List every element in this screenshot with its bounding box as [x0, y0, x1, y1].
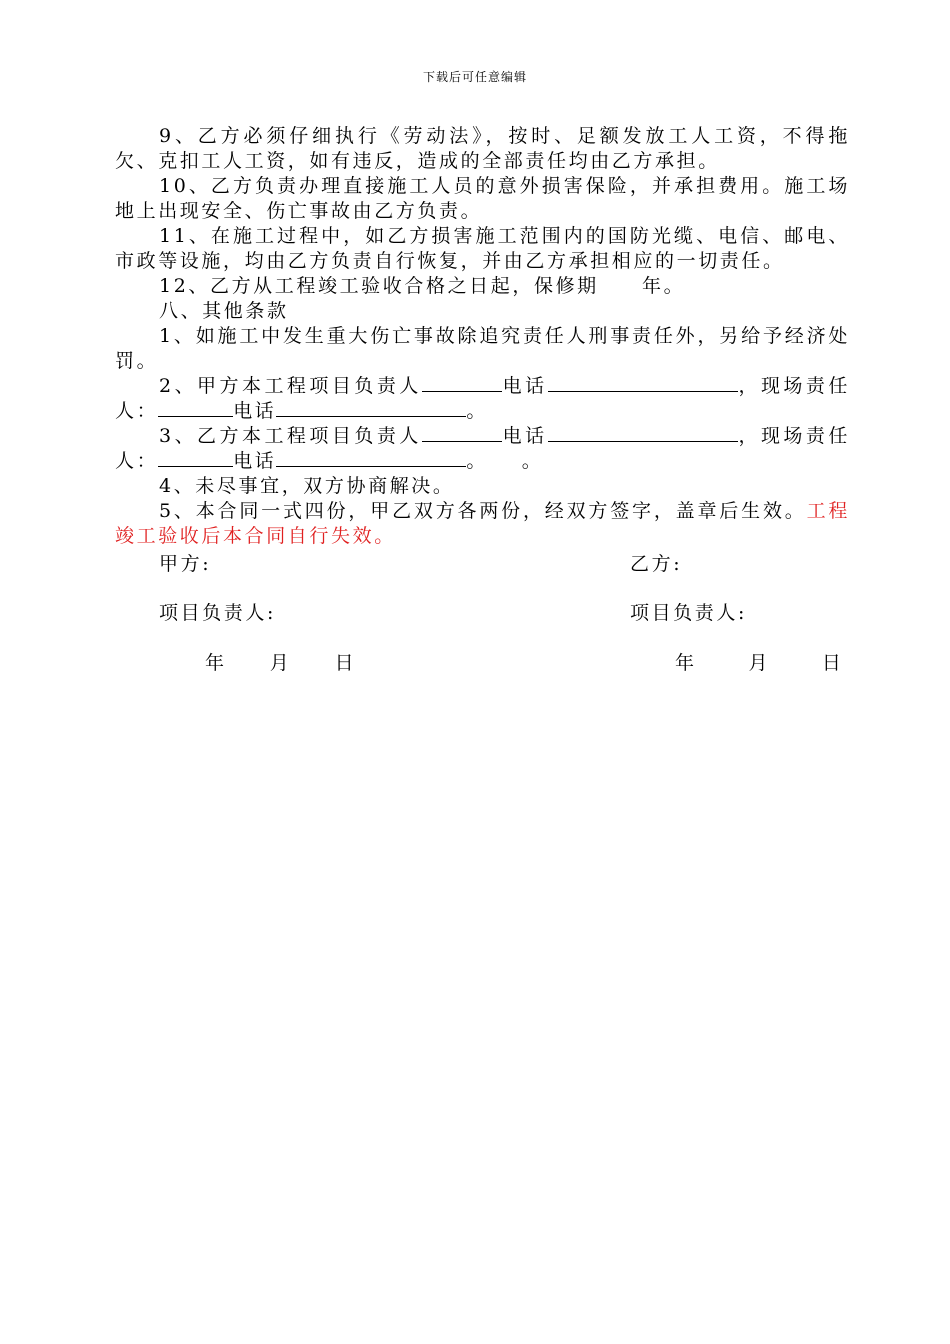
clause-3-text-c: ，现场责任人： [115, 425, 850, 472]
party-b-manager-label: 项目负责人: [630, 602, 748, 624]
party-b-site-phone-blank [276, 449, 466, 467]
clause-5-text: 5、本合同一式四份，甲乙双方各两份，经双方签字，盖章后生效。 [159, 500, 807, 522]
party-a-manager-blank [422, 374, 502, 392]
party-b-phone-blank [548, 424, 738, 442]
clause-3-text-b: 电话 [501, 425, 548, 447]
party-b-label: 乙方: [630, 553, 683, 575]
other-clause-2 [115, 374, 850, 424]
clause-2-text-e: 。 [466, 400, 489, 422]
clause-3-text-a: 3、乙方本工程项目负责人 [159, 425, 422, 447]
clause-2-text-a: 2、甲方本工程项目负责人 [159, 375, 422, 397]
clause-2-text-d: 电话 [233, 400, 277, 422]
party-a-date: 年 月 日 [205, 652, 357, 674]
other-clause-5 [115, 499, 850, 549]
clause-2-text-b: 电话 [501, 375, 548, 397]
other-clause-1: 1、如施工中发生重大伤亡事故除追究责任人刑事责任外，另给予经济处罚。 [115, 325, 850, 372]
clause-3-text-e: 。 。 [466, 450, 544, 472]
clause-2-text-c: ，现场责任人： [115, 375, 850, 422]
party-a-manager-label: 项目负责人: [159, 602, 277, 624]
contract-body [115, 124, 850, 549]
party-a-phone-blank [548, 374, 738, 392]
clause-3-text-d: 电话 [233, 450, 277, 472]
clause-5-highlight: 工程竣工验收后本合同自行失效。 [115, 500, 850, 547]
other-clause-4: 4、未尽事宜，双方协商解决。 [159, 475, 455, 497]
section-heading-other-terms: 八、其他条款 [159, 300, 289, 322]
party-b-manager-blank [422, 424, 502, 442]
clause-11: 11、在施工过程中，如乙方损害施工范围内的国防光缆、电信、邮电、市政等设施，均由乙方负责自行恢复，并由乙方承担相应的一切责任。 [115, 225, 850, 272]
party-b-date: 年 月 日 [675, 652, 844, 674]
party-a-site-manager-blank [158, 399, 233, 417]
party-a-label: 甲方: [159, 553, 212, 575]
other-clause-3 [115, 424, 850, 474]
clause-12: 12、乙方从工程竣工验收合格之日起，保修期 年。 [159, 275, 686, 297]
clause-10: 10、乙方负责办理直接施工人员的意外损害保险，并承担费用。施工场地上出现安全、伤亡事故由乙方负责。 [115, 175, 850, 222]
page-header: 下载后可任意编辑 [422, 70, 527, 84]
party-a-site-phone-blank [276, 399, 466, 417]
party-b-site-manager-blank [158, 449, 233, 467]
clause-9: 9、乙方必须仔细执行《劳动法》，按时、足额发放工人工资，不得拖欠、克扣工人工资，如有违反，造成的全部责任均由乙方承担。 [115, 125, 850, 172]
